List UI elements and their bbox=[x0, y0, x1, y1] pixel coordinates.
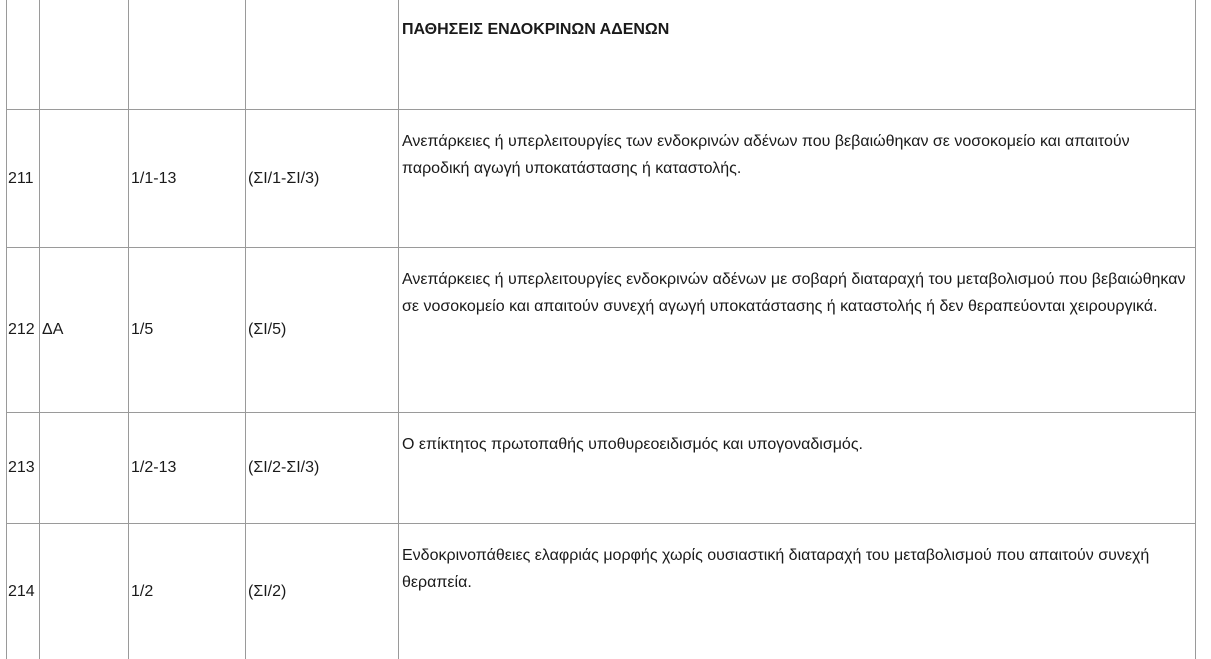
row-percent: 1/5 bbox=[129, 247, 246, 412]
header-code-cell bbox=[7, 0, 40, 109]
table-row bbox=[7, 523, 1196, 659]
row-description: Ανεπάρκειες ή υπερλειτουργίες των ενδοκρινών αδένων που βεβαιώθηκαν σε νοσοκομείο και απαιτούν παροδική αγωγή υποκατάστασης ή καταστολής. bbox=[402, 132, 1130, 177]
row-description-cell bbox=[399, 247, 1196, 412]
row-mark: ΔΑ bbox=[40, 247, 129, 412]
table-row bbox=[7, 412, 1196, 523]
row-si: (ΣΙ/5) bbox=[246, 247, 399, 412]
table-row bbox=[7, 247, 1196, 412]
row-description: Ο επίκτητος πρωτοπαθής υποθυρεοειδισμός και υπογοναδισμός. bbox=[402, 435, 863, 453]
header-percent-cell bbox=[129, 0, 246, 109]
row-percent: 1/2-13 bbox=[129, 412, 246, 523]
row-percent: 1/2 bbox=[129, 523, 246, 659]
row-si: (ΣΙ/2) bbox=[246, 523, 399, 659]
row-description-cell bbox=[399, 109, 1196, 247]
row-description: Ενδοκρινοπάθειες ελαφριάς μορφής χωρίς ουσιαστική διαταραχή του μεταβολισμού που απαιτούν συνεχή θεραπεία. bbox=[402, 546, 1150, 591]
row-description-cell bbox=[399, 412, 1196, 523]
header-mark-cell bbox=[40, 0, 129, 109]
row-mark bbox=[40, 523, 129, 659]
header-si-cell bbox=[246, 0, 399, 109]
row-si: (ΣΙ/1-ΣΙ/3) bbox=[246, 109, 399, 247]
table-row bbox=[7, 109, 1196, 247]
row-description-cell bbox=[399, 523, 1196, 659]
row-code: 213 bbox=[7, 412, 40, 523]
disability-table bbox=[6, 0, 1196, 659]
section-heading-cell bbox=[399, 0, 1196, 109]
row-mark bbox=[40, 109, 129, 247]
row-code: 212 bbox=[7, 247, 40, 412]
row-percent: 1/1-13 bbox=[129, 109, 246, 247]
row-code: 211 bbox=[7, 109, 40, 247]
section-heading: ΠΑΘΗΣΕΙΣ ΕΝΔΟΚΡΙΝΩΝ ΑΔΕΝΩΝ bbox=[402, 21, 670, 38]
row-code: 214 bbox=[7, 523, 40, 659]
row-si: (ΣΙ/2-ΣΙ/3) bbox=[246, 412, 399, 523]
row-description: Ανεπάρκειες ή υπερλειτουργίες ενδοκρινών αδένων με σοβαρή διαταραχή του μεταβολισμού που βεβαιώθηκαν σε νοσοκομείο και απαιτούν συνεχή αγωγή υποκατάστασης ή καταστολής ή δεν θεραπεύονται χειρουργικά. bbox=[402, 270, 1186, 315]
row-mark bbox=[40, 412, 129, 523]
section-header-row bbox=[7, 0, 1196, 109]
